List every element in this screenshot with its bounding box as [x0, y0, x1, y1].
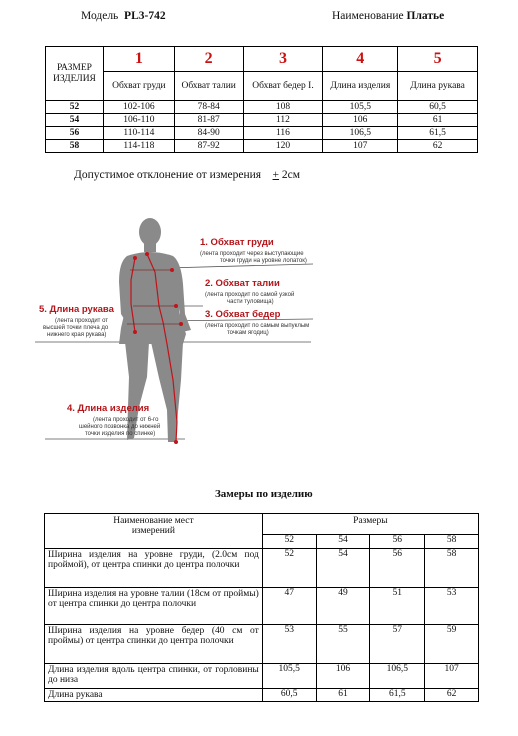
size-column-header: 58	[425, 535, 479, 549]
measurement-value: 53	[262, 625, 316, 664]
name-header-cell: Наименование мест измерений	[45, 514, 263, 549]
value-cell: 120	[243, 140, 323, 153]
column-number: 1	[103, 47, 174, 72]
value-cell: 112	[243, 114, 323, 127]
column-label: Обхват бедер I.	[243, 72, 323, 101]
measurement-value: 51	[370, 588, 425, 625]
annotation-note: точки изделия по спинке)	[85, 430, 156, 437]
measurement-value: 58	[425, 549, 479, 588]
measurement-value: 57	[370, 625, 425, 664]
measurement-value: 107	[425, 664, 479, 689]
size-cell: 52	[46, 101, 104, 114]
measurement-figure	[35, 202, 365, 462]
size-column-header: 56	[370, 535, 425, 549]
size-cell: 54	[46, 114, 104, 127]
value-cell: 84-90	[174, 127, 243, 140]
annotation-note: высшей точки плеча до	[43, 324, 109, 331]
column-number: 5	[398, 47, 478, 72]
value-cell: 81-87	[174, 114, 243, 127]
value-cell: 87-92	[174, 140, 243, 153]
annotation-note: (лента проходит от 6-го	[93, 417, 159, 423]
annotation-title: 4. Длина изделия	[67, 403, 150, 414]
value-cell: 116	[243, 127, 323, 140]
annotation-waist	[205, 278, 340, 306]
measurement-label: Ширина изделия на уровне талии (18см от проймы) от центра спинки до центра полочки	[45, 588, 263, 625]
size-cell: 56	[46, 127, 104, 140]
value-cell: 107	[323, 140, 398, 153]
measurement-value: 106,5	[370, 664, 425, 689]
annotation-title: 1. Обхват груди	[200, 237, 274, 248]
table-row	[45, 625, 479, 664]
measurement-value: 47	[262, 588, 316, 625]
measurement-value: 105,5	[262, 664, 316, 689]
tolerance-sign: +	[272, 169, 280, 181]
value-cell: 105,5	[323, 101, 398, 114]
measurement-label: Ширина изделия на уровне бедер (40 см от проймы) от центра спинки до центра полочки	[45, 625, 263, 664]
measurement-value: 106	[316, 664, 370, 689]
annotation-note: (лента проходит по самой узкой	[205, 292, 295, 298]
annotation-title: 5. Длина рукава	[39, 304, 114, 315]
garment-measurements-table	[44, 513, 479, 702]
tolerance-line	[74, 169, 300, 181]
value-cell: 61	[398, 114, 478, 127]
measurement-value: 52	[262, 549, 316, 588]
value-cell: 78-84	[174, 101, 243, 114]
measurement-value: 59	[425, 625, 479, 664]
table-row	[46, 127, 478, 140]
measurement-value: 56	[370, 549, 425, 588]
measurement-value: 61	[316, 689, 370, 702]
measurement-value: 62	[425, 689, 479, 702]
table-row	[46, 140, 478, 153]
annotation-note: части туловища)	[227, 298, 274, 305]
column-label: Длина изделия	[323, 72, 398, 101]
measurement-label: Длина рукава	[45, 689, 263, 702]
annotation-note: (лента проходит через выступающие	[200, 251, 304, 257]
value-cell: 110-114	[103, 127, 174, 140]
value-cell: 60,5	[398, 101, 478, 114]
size-column-header: 52	[262, 535, 316, 549]
table-row	[45, 689, 479, 702]
annotation-bust	[200, 237, 335, 265]
annotation-note: точки груди на уровне лопаток)	[220, 257, 307, 264]
size-header-cell: РАЗМЕР ИЗДЕЛИЯ	[46, 47, 104, 101]
annotation-note: нижнего края рукава)	[47, 331, 107, 338]
tolerance-value: 2см	[281, 169, 301, 181]
annotation-note: точкам ягодиц)	[227, 329, 269, 336]
tolerance-text: Допустимое отклонение от измерения	[74, 169, 262, 181]
size-chart-table	[45, 46, 478, 153]
annotation-sleeve	[39, 304, 129, 338]
measurement-value: 60,5	[262, 689, 316, 702]
value-cell: 108	[243, 101, 323, 114]
value-cell: 106-110	[103, 114, 174, 127]
table-row	[45, 549, 479, 588]
value-cell: 62	[398, 140, 478, 153]
table-row	[45, 588, 479, 625]
column-number: 3	[243, 47, 323, 72]
measurement-value: 55	[316, 625, 370, 664]
value-cell: 102-106	[103, 101, 174, 114]
model-value: PL3-742	[124, 10, 166, 22]
table-row	[46, 101, 478, 114]
name-value: Платье	[406, 10, 445, 22]
product-name-header	[332, 10, 444, 22]
size-cell: 58	[46, 140, 104, 153]
value-cell: 114-118	[103, 140, 174, 153]
annotation-note: (лента проходит по самым выпуклым	[205, 323, 310, 329]
model-label: Модель	[81, 10, 119, 22]
measurement-value: 49	[316, 588, 370, 625]
annotation-note: (лента проходит от	[55, 318, 109, 324]
table-row	[46, 114, 478, 127]
sizes-header-cell: Размеры	[262, 514, 478, 535]
measurement-value: 61,5	[370, 689, 425, 702]
column-number: 4	[323, 47, 398, 72]
value-cell: 106	[323, 114, 398, 127]
column-label: Обхват талии	[174, 72, 243, 101]
column-number: 2	[174, 47, 243, 72]
column-label: Обхват груди	[103, 72, 174, 101]
measurement-label: Ширина изделия на уровне груди, (2.0см под проймой), от центра спинки до центра полочки	[45, 549, 263, 588]
column-label: Длина рукава	[398, 72, 478, 101]
value-cell: 106,5	[323, 127, 398, 140]
annotation-title: 2. Обхват талии	[205, 278, 280, 289]
measurement-value: 53	[425, 588, 479, 625]
annotation-hips	[205, 309, 345, 337]
measurement-label: Длина изделия вдоль центра спинки, от горловины до низа	[45, 664, 263, 689]
name-label: Наименование	[332, 10, 404, 22]
measurement-value: 54	[316, 549, 370, 588]
model-header	[81, 10, 166, 22]
value-cell: 61,5	[398, 127, 478, 140]
measurements-title: Замеры по изделию	[215, 488, 313, 500]
annotation-note: шейного позвонка до нижней	[79, 423, 161, 430]
size-column-header: 54	[316, 535, 370, 549]
table-row	[45, 664, 479, 689]
annotation-length	[67, 403, 182, 437]
annotation-title: 3. Обхват бедер	[205, 309, 281, 320]
